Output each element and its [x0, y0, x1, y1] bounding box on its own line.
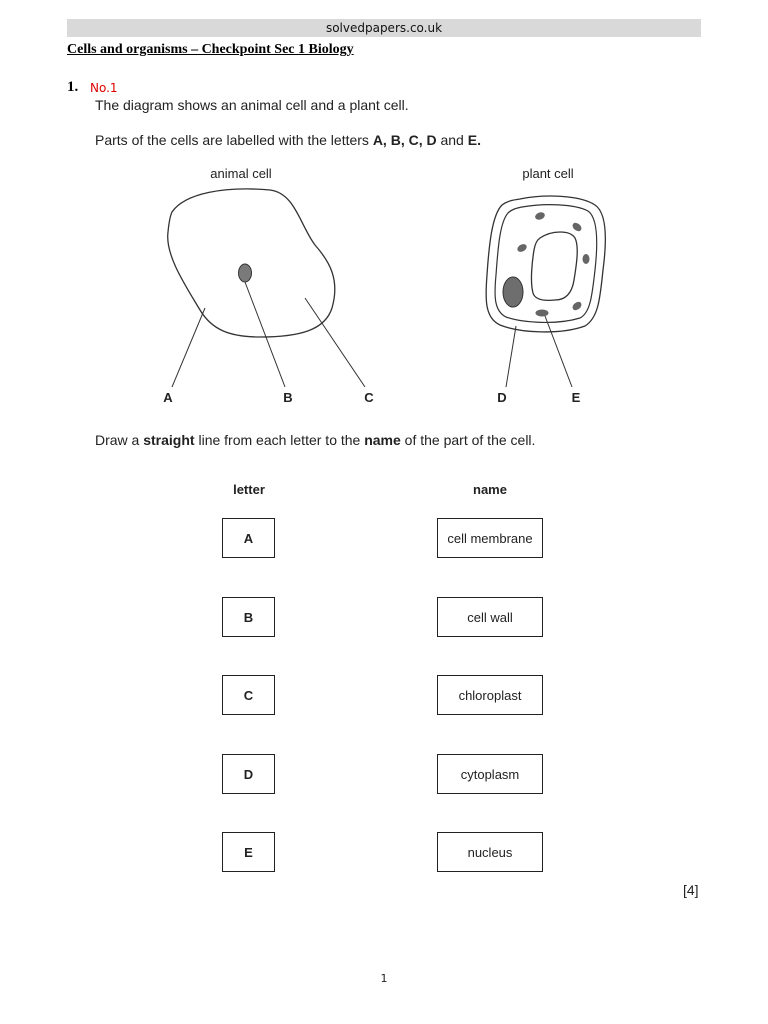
site-header-bar: solvedpapers.co.uk	[67, 19, 701, 37]
animal-cell-membrane	[168, 189, 335, 337]
parts-letters: A, B, C, D	[372, 132, 437, 148]
instruction-bold-1: straight	[143, 432, 195, 448]
question-number: 1.	[67, 79, 79, 95]
parts-last-letter: E.	[467, 132, 481, 148]
cell-diagram	[0, 0, 768, 420]
diagram-letter-e: E	[571, 390, 581, 405]
name-box-cell-membrane[interactable]: cell membrane	[437, 518, 543, 558]
name-box-chloroplast[interactable]: chloroplast	[437, 675, 543, 715]
letter-box-b[interactable]: B	[222, 597, 275, 637]
label-line-c	[305, 298, 365, 387]
instruction-mid: line from each letter to the	[194, 432, 365, 448]
diagram-letter-d: D	[497, 390, 507, 405]
name-box-nucleus[interactable]: nucleus	[437, 832, 543, 872]
question-tag: No.1	[90, 81, 118, 95]
name-box-cell-wall[interactable]: cell wall	[437, 597, 543, 637]
plant-cell-vacuole	[531, 232, 577, 300]
name-column-header: name	[473, 482, 507, 497]
instruction-bold-2: name	[364, 432, 401, 448]
letter-box-c[interactable]: C	[222, 675, 275, 715]
name-box-cytoplasm[interactable]: cytoplasm	[437, 754, 543, 794]
animal-cell-nucleus	[239, 264, 252, 282]
plant-cell-nucleus	[503, 277, 523, 307]
animal-cell-label: animal cell	[210, 166, 272, 181]
document-title: Cells and organisms – Checkpoint Sec 1 Biology	[67, 42, 354, 57]
question-intro: The diagram shows an animal cell and a plant cell.	[95, 97, 409, 113]
diagram-letter-a: A	[163, 390, 173, 405]
chloroplast	[583, 254, 590, 264]
diagram-letter-b: B	[283, 390, 293, 405]
letter-column-header: letter	[233, 482, 265, 497]
label-line-a	[172, 308, 205, 387]
parts-text: Parts of the cells are labelled with the letters	[95, 132, 373, 148]
instruction-line	[95, 432, 535, 448]
plant-cell-label: plant cell	[522, 166, 574, 181]
letter-box-a[interactable]: A	[222, 518, 275, 558]
marks-indicator: [4]	[683, 882, 699, 898]
instruction-suffix: of the part of the cell.	[400, 432, 536, 448]
diagram-letter-c: C	[364, 390, 374, 405]
label-line-d	[506, 326, 516, 387]
letter-box-e[interactable]: E	[222, 832, 275, 872]
parts-and: and	[436, 132, 468, 148]
page-number: 1	[380, 972, 388, 985]
chloroplast	[536, 310, 549, 317]
instruction-prefix: Draw a	[95, 432, 144, 448]
letter-box-d[interactable]: D	[222, 754, 275, 794]
